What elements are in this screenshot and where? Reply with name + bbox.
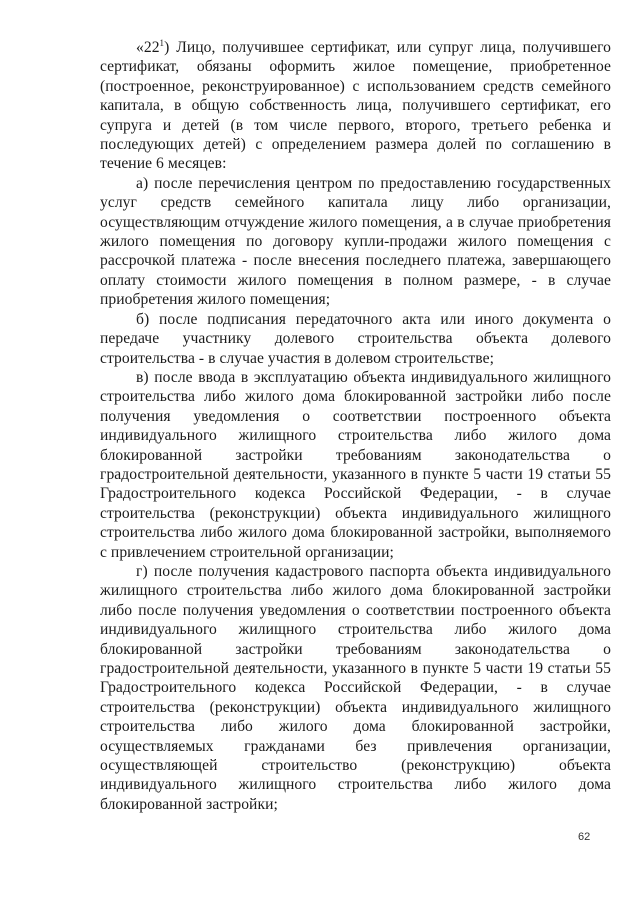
intro-text: ) Лицо, получившее сертификат, или супруг лица, получившего сертификат, обязаны оформить жилое помещение, приобретенное (построенное, реконструированное) с использованием средств семейного капитала, в общую собственность лица, получившего сертификат, его супруга и детей (в том числе первого, второго, третьего ребенка и последующих детей) с определением размера долей по соглашению в течение 6 месяцев: bbox=[100, 39, 611, 173]
intro-open-quote: «22 bbox=[136, 39, 160, 56]
page-number: 62 bbox=[578, 831, 591, 843]
item-b-paragraph: б) после подписания передаточного акта или иного документа о передаче участнику долевого строительства объекта долевого строительства - в случае участия в долевом строительстве; bbox=[100, 310, 611, 367]
document-body bbox=[100, 38, 611, 814]
item-g-paragraph: г) после получения кадастрового паспорта объекта индивидуального жилищного строительства либо жилого дома блокированной застройки либо после получения уведомления о соответствии построенного объекта индивидуального жилищного строительства либо жилого дома блокированной застройки требованиям законодательства о градостроительной деятельности, указанного в пункте 5 части 19 статьи 55 Градостроительного кодекса Российской Федерации, - в случае строительства (реконструкции) объекта индивидуального жилищного строительства либо жилого дома блокированной застройки, осуществляемых гражданами без привлечения организации, осуществляющей строительство (реконструкцию) объекта индивидуального жилищного строительства либо жилого дома блокированной застройки; bbox=[100, 562, 611, 813]
item-a-paragraph: а) после перечисления центром по предоставлению государственных услуг средств семейного капитала лицу либо организации, осуществляющим отчуждение жилого помещения, а в случае приобретения жилого помещения по договору купли-продажи жилого помещения с рассрочкой платежа - после внесения последнего платежа, завершающего оплату стоимости жилого помещения в полном размере, - в случае приобретения жилого помещения; bbox=[100, 174, 611, 309]
item-v-paragraph: в) после ввода в эксплуатацию объекта индивидуального жилищного строительства либо жилого дома блокированной застройки либо после получения уведомления о соответствии построенного объекта индивидуального жилищного строительства либо жилого дома блокированной застройки требованиям законодательства о градостроительной деятельности, указанного в пункте 5 части 19 статьи 55 Градостроительного кодекса Российской Федерации, - в случае строительства (реконструкции) объекта индивидуального жилищного строительства либо жилого дома блокированной застройки, выполняемого с привлечением строительной организации; bbox=[100, 368, 611, 561]
intro-paragraph bbox=[100, 38, 611, 174]
intro-superscript: 1 bbox=[159, 37, 165, 48]
